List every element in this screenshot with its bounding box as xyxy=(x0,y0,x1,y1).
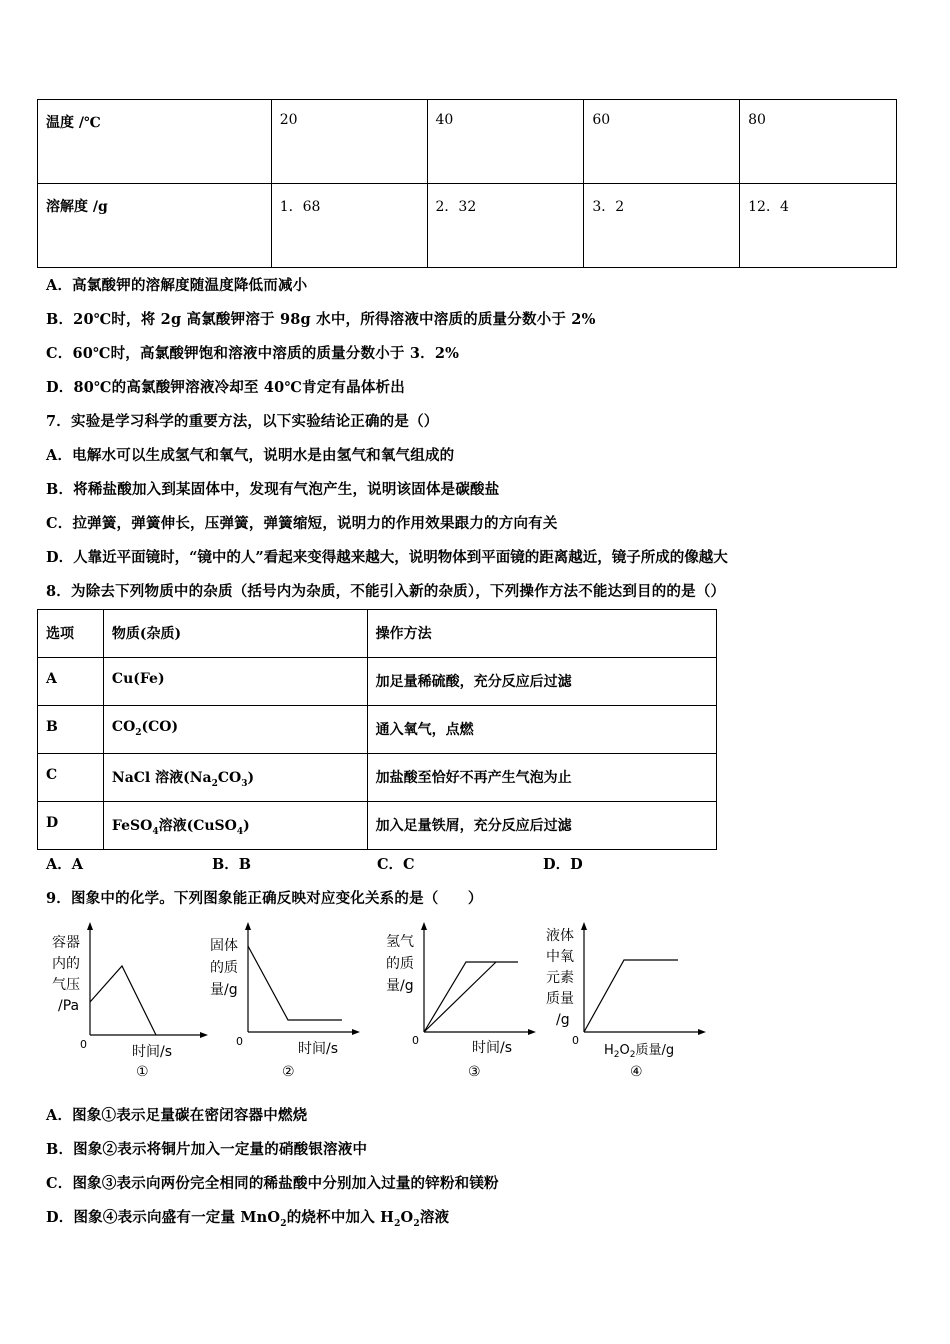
formula-part: (CO) xyxy=(141,719,179,735)
graph-number: ④ xyxy=(630,1064,643,1080)
graph-ylabel: 容器 xyxy=(52,935,80,951)
graph-ylabel: 的质 xyxy=(386,956,414,972)
formula-part: CO xyxy=(111,719,136,735)
graph-number: ① xyxy=(136,1064,149,1080)
graph-origin: 0 xyxy=(236,1035,243,1048)
graph-xlabel: 时间/s xyxy=(472,1040,513,1056)
graph-curve-fast xyxy=(424,962,518,1032)
graph-curve xyxy=(90,966,156,1035)
graph-ylabel: 元素 xyxy=(546,970,574,986)
row-label-solubility: 溶解度 /g xyxy=(38,184,272,268)
table-row xyxy=(38,184,897,268)
table-row xyxy=(38,100,897,184)
formula-part: CO xyxy=(217,770,242,786)
formula-subscript: 2 xyxy=(394,1218,401,1229)
text-part: D．图象④表示向盛有一定量 MnO xyxy=(46,1209,281,1226)
text-part: O xyxy=(400,1209,414,1226)
graph-origin: 0 xyxy=(412,1034,419,1047)
graph-ylabel: 量/g xyxy=(210,982,238,998)
row-option: C xyxy=(38,754,104,802)
table-cell: 3．2 xyxy=(584,184,740,268)
formula-subscript: 3 xyxy=(241,778,248,789)
graph-4 xyxy=(542,920,712,1085)
row-option: A xyxy=(38,658,104,706)
q8-answer-d[interactable]: D．D xyxy=(543,856,583,873)
q9-option-c[interactable]: C．图象③表示向两份完全相同的稀盐酸中分别加入过量的锌粉和镁粉 xyxy=(46,1175,499,1192)
graph-3 xyxy=(380,920,545,1085)
q9-option-d[interactable] xyxy=(46,1206,449,1229)
table-row xyxy=(38,706,717,754)
graph-xlabel: 时间/s xyxy=(132,1044,173,1060)
header-method: 操作方法 xyxy=(367,610,716,658)
graph-ylabel: 固体 xyxy=(210,938,238,954)
graph-curve xyxy=(584,960,678,1032)
q7-stem: 7．实验是学习科学的重要方法，以下实验结论正确的是（） xyxy=(46,413,439,430)
graph-1 xyxy=(44,920,214,1085)
q8-answer-a[interactable]: A．A xyxy=(46,856,84,873)
graph-ylabel: 液体 xyxy=(546,928,574,944)
row-substance xyxy=(103,706,367,754)
table-row xyxy=(38,658,717,706)
formula-subscript: 2 xyxy=(280,1218,287,1229)
graph-ylabel: 的质 xyxy=(210,960,238,976)
q7-option-d[interactable]: D．人靠近平面镜时，“镜中的人”看起来变得越来越大，说明物体到平面镜的距离越近，镜子所成的像越大 xyxy=(46,549,728,566)
formula-subscript: 4 xyxy=(236,826,244,837)
graph-ylabel: 中氧 xyxy=(546,949,574,965)
table-row xyxy=(38,754,717,802)
row-method: 加足量稀硫酸，充分反应后过滤 xyxy=(367,658,716,706)
q7-option-c[interactable]: C．拉弹簧，弹簧伸长，压弹簧，弹簧缩短，说明力的作用效果跟力的方向有关 xyxy=(46,515,558,532)
formula-part: NaCl 溶液(Na xyxy=(111,770,212,786)
graph-ylabel: 质量 xyxy=(546,991,574,1007)
text-part: 溶液 xyxy=(419,1209,450,1226)
graph-2 xyxy=(204,920,369,1085)
row-label-temperature: 温度 /℃ xyxy=(38,100,272,184)
graph-number: ③ xyxy=(468,1064,481,1080)
formula-part: ) xyxy=(247,770,255,786)
table-cell: 60 xyxy=(584,100,740,184)
formula-part: 溶液(CuSO xyxy=(158,818,237,834)
graph-curve xyxy=(248,946,342,1020)
row-substance xyxy=(103,802,367,850)
table-row xyxy=(38,610,717,658)
formula-subscript: 2 xyxy=(413,1218,420,1229)
x-axis-arrow xyxy=(698,1029,706,1035)
q7-option-b[interactable]: B．将稀盐酸加入到某固体中，发现有气泡产生，说明该固体是碳酸盐 xyxy=(46,481,500,498)
graph-number: ② xyxy=(282,1064,295,1080)
graph-ylabel: 氢气 xyxy=(386,934,414,950)
table-cell: 12．4 xyxy=(740,184,897,268)
q6-option-b[interactable]: B．20℃时，将 2g 高氯酸钾溶于 98g 水中，所得溶液中溶质的质量分数小于 2% xyxy=(46,311,596,328)
header-option: 选项 xyxy=(38,610,104,658)
q9-option-b[interactable]: B．图象②表示将铜片加入一定量的硝酸银溶液中 xyxy=(46,1141,368,1158)
graph-ylabel: 气压 xyxy=(52,977,80,993)
formula-part: FeSO xyxy=(111,818,153,834)
graph-ylabel: /g xyxy=(556,1012,570,1028)
graph-ylabel: /Pa xyxy=(58,998,80,1014)
graph-origin: 0 xyxy=(572,1034,579,1047)
text-part: 的烧杯中加入 H xyxy=(286,1209,395,1226)
solubility-table xyxy=(37,99,897,268)
q6-option-a[interactable]: A．高氯酸钾的溶解度随温度降低而减小 xyxy=(46,277,308,294)
x-axis-arrow xyxy=(352,1029,360,1035)
table-row xyxy=(38,802,717,850)
graph-origin: 0 xyxy=(80,1038,87,1051)
row-method: 加盐酸至恰好不再产生气泡为止 xyxy=(367,754,716,802)
formula-part: ) xyxy=(243,818,250,834)
q6-option-c[interactable]: C．60℃时，高氯酸钾饱和溶液中溶质的质量分数小于 3．2% xyxy=(46,345,460,362)
formula-subscript: 2 xyxy=(211,778,218,789)
q8-answer-b[interactable]: B．B xyxy=(212,856,252,873)
y-axis-arrow xyxy=(581,922,587,930)
header-substance: 物质(杂质) xyxy=(103,610,367,658)
y-axis-arrow xyxy=(87,922,93,930)
graph-ylabel: 内的 xyxy=(52,956,80,972)
graph-xlabel: 时间/s xyxy=(298,1041,339,1057)
graph-xlabel: $H_2O_2$质量/g xyxy=(604,1043,675,1060)
q8-stem: 8．为除去下列物质中的杂质（括号内为杂质，不能引入新的杂质），下列操作方法不能达到目的的是（） xyxy=(46,583,726,600)
formula-subscript: 4 xyxy=(152,826,159,837)
table-cell: 80 xyxy=(740,100,897,184)
formula-subscript: 2 xyxy=(135,727,142,738)
row-option: D xyxy=(38,802,104,850)
y-axis-arrow xyxy=(421,922,427,930)
table-cell: 20 xyxy=(271,100,427,184)
row-method: 通入氧气，点燃 xyxy=(367,706,716,754)
graph-ylabel: 量/g xyxy=(386,978,414,994)
row-substance xyxy=(103,754,367,802)
row-method: 加入足量铁屑，充分反应后过滤 xyxy=(367,802,716,850)
table-cell: 2．32 xyxy=(427,184,584,268)
row-option: B xyxy=(38,706,104,754)
q6-option-d[interactable]: D．80℃的高氯酸钾溶液冷却至 40℃肯定有晶体析出 xyxy=(46,379,405,396)
q8-answer-c[interactable]: C．C xyxy=(377,856,415,873)
row-substance: Cu(Fe) xyxy=(103,658,367,706)
impurity-table xyxy=(37,609,717,850)
x-axis-arrow xyxy=(528,1029,536,1035)
q9-stem: 9．图象中的化学。下列图象能正确反映对应变化关系的是（ ） xyxy=(46,890,483,907)
q7-option-a[interactable]: A．电解水可以生成氢气和氧气，说明水是由氢气和氧气组成的 xyxy=(46,447,455,464)
y-axis-arrow xyxy=(245,922,251,930)
table-cell: 1．68 xyxy=(271,184,427,268)
q9-option-a[interactable]: A．图象①表示足量碳在密闭容器中燃烧 xyxy=(46,1107,308,1124)
table-cell: 40 xyxy=(427,100,584,184)
